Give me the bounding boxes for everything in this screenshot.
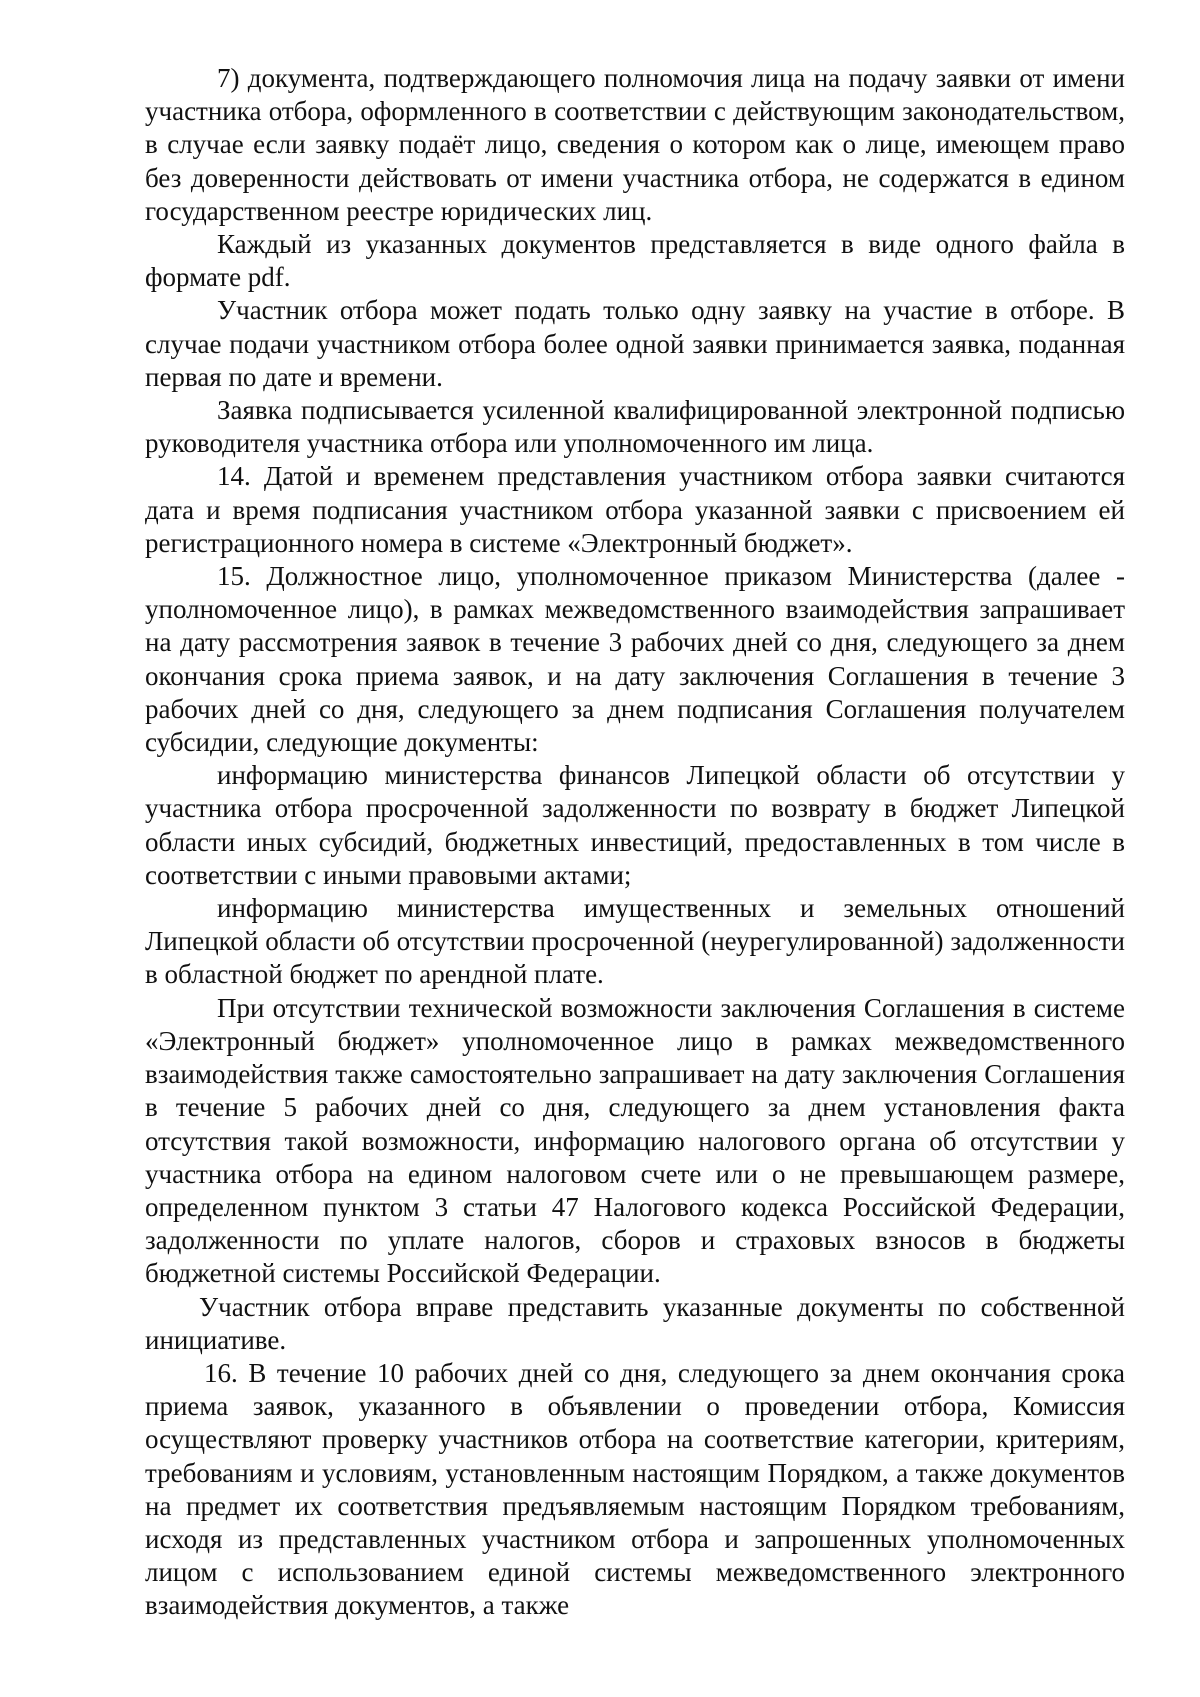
paragraph-property-ministry-info: информацию министерства имущественных и земельных отношений Липецкой области об отсутствии просроченной (неурегулированной) задолженности в областной бюджет по арендной плате. [145, 893, 1125, 990]
paragraph-own-initiative: Участник отбора вправе представить указанные документы по собственной инициативе. [145, 1291, 1125, 1355]
paragraph-file-format: Каждый из указанных документов представляется в виде одного файла в формате pdf. [145, 229, 1125, 293]
paragraph-single-application: Участник отбора может подать только одну заявку на участие в отборе. В случае подачи участником отбора более одной заявки принимается заявка, поданная первая по дате и времени. [145, 295, 1125, 392]
paragraph-finance-ministry-info: информацию министерства финансов Липецкой области об отсутствии у участника отбора просроченной задолженности по возврату в бюджет Липецкой области иных субсидий, бюджетных инвестиций, предоставленных в том числе в соответствии с иными правовыми актами; [145, 760, 1125, 890]
paragraph-clause-14: 14. Датой и временем представления участником отбора заявки считаются дата и время подписания участником отбора указанной заявки с присвоением ей регистрационного номера в системе «Электронный бюджет». [145, 461, 1125, 558]
document-page [145, 62, 1125, 1623]
paragraph-electronic-signature: Заявка подписывается усиленной квалифицированной электронной подписью руководителя участника отбора или уполномоченного им лица. [145, 395, 1125, 459]
paragraph-clause-15: 15. Должностное лицо, уполномоченное приказом Министерства (далее - уполномоченное лицо), в рамках межведомственного взаимодействия запрашивает на дату рассмотрения заявок в течение 3 рабочих дней со дня, следующего за днем окончания срока приема заявок, и на дату заключения Соглашения в течение 3 рабочих дней со дня, следующего за днем подписания Соглашения получателем субсидии, следующие документы: [145, 561, 1125, 758]
paragraph-tax-authority-info: При отсутствии технической возможности заключения Соглашения в системе «Электронный бюджет» уполномоченное лицо в рамках межведомственного взаимодействия также самостоятельно запрашивает на дату заключения Соглашения в течение 5 рабочих дней со дня, следующего за днем установления факта отсутствия такой возможности, информацию налогового органа об отсутствии у участника отбора на едином налоговом счете или о не превышающем размере, определенном пунктом 3 статьи 47 Налогового кодекса Российской Федерации, задолженности по уплате налогов, сборов и страховых взносов в бюджеты бюджетной системы Российской Федерации. [145, 992, 1125, 1289]
paragraph-item-7-authority-document: 7) документа, подтверждающего полномочия лица на подачу заявки от имени участника отбора, оформленного в соответствии с действующим законодательством, в случае если заявку подаёт лицо, сведения о котором как о лице, имеющем право без доверенности действовать от имени участника отбора, не содержатся в едином государственном реестре юридических лиц. [145, 63, 1125, 226]
paragraph-clause-16: 16. В течение 10 рабочих дней со дня, следующего за днем окончания срока приема заявок, указанного в объявлении о проведении отбора, Комиссия осуществляют проверку участников отбора на соответствие категории, критериям, требованиям и условиям, установленным настоящим Порядком, а также документов на предмет их соответствия предъявляемым настоящим Порядком требованиям, исходя из представленных участником отбора и запрошенных уполномоченных лицом с использованием единой системы межведомственного электронного взаимодействия документов, а также [145, 1357, 1125, 1621]
